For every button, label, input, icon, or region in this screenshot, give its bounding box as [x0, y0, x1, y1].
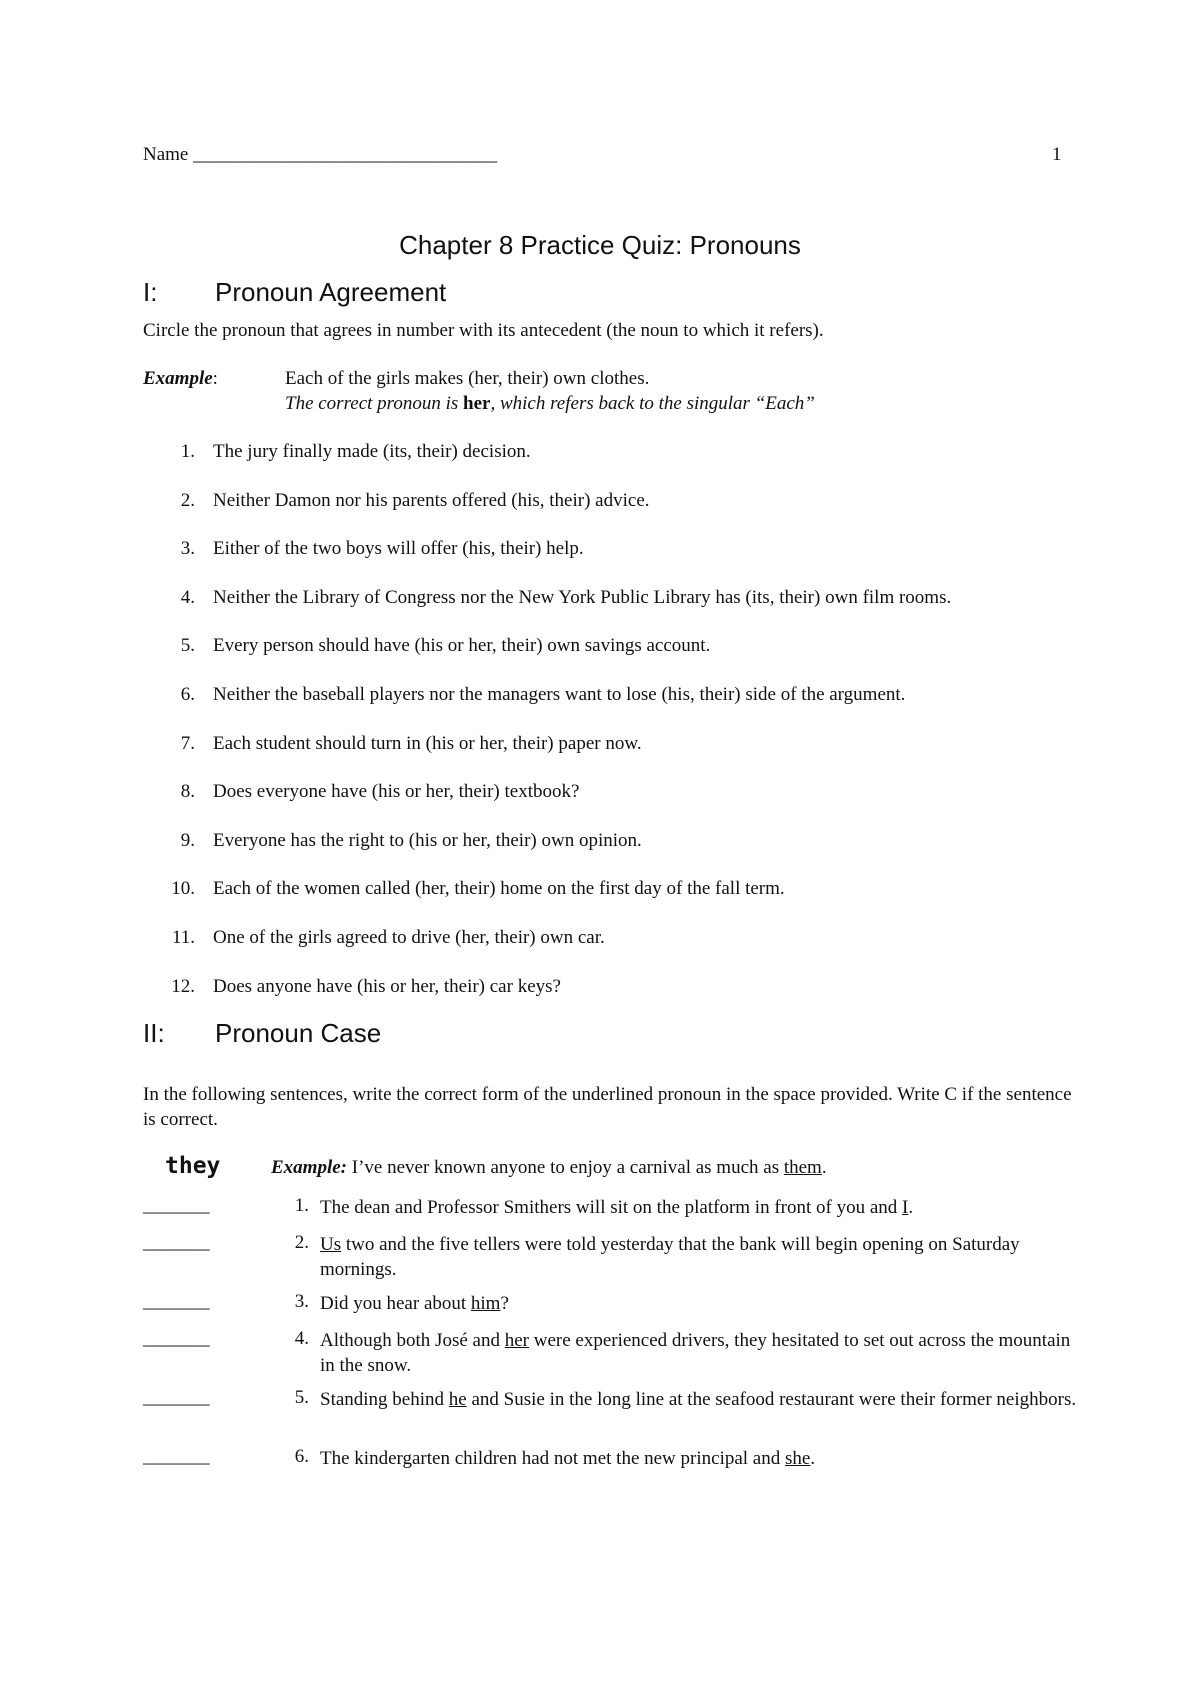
question-text: Did you hear about him? [320, 1293, 509, 1314]
question-item [143, 635, 1103, 684]
section-1-heading [143, 277, 446, 308]
question-item [143, 733, 1103, 782]
question-text: Standing behind he and Susie in the long line at the seafood restaurant were their former neighbors. [320, 1389, 1077, 1410]
question-text: The jury finally made (its, their) decision. [213, 441, 531, 462]
underlined-pronoun: I [902, 1197, 909, 1218]
question-text: Each student should turn in (his or her, their) paper now. [213, 732, 642, 754]
question-number: 9. [180, 829, 195, 851]
question-number: 4. [180, 586, 195, 608]
question-text: Every person should have (his or her, their) own savings account. [213, 635, 711, 657]
name-field-line[interactable]: Name ________________________________ [143, 144, 498, 165]
question-text: Does everyone have (his or her, their) textbook? [213, 781, 580, 803]
example-sentence: Example: I’ve never known anyone to enjoy a carnival as much as them. [271, 1157, 827, 1178]
question-number: 8. [180, 781, 195, 803]
example-label: Example: [143, 368, 218, 389]
section-2-example [143, 1153, 1078, 1187]
page-title: Chapter 8 Practice Quiz: Pronouns [399, 230, 801, 260]
section-1-number: I: [143, 277, 158, 307]
page-number: 1 [1052, 144, 1062, 165]
answer-blank[interactable]: _______ [143, 1328, 210, 1349]
question-number: 11. [171, 926, 195, 948]
question-text: Although both José and her were experienced drivers, they hesitated to set out across the mountain in the snow. [320, 1330, 1071, 1376]
question-number: 1. [294, 1195, 309, 1216]
question-text: Neither the baseball players nor the managers want to lose (his, their) side of the argument. [213, 683, 906, 705]
question-text: Each of the women called (her, their) home on the first day of the fall term. [213, 878, 785, 900]
question-item [143, 587, 1103, 636]
question-item [143, 830, 1103, 879]
question-number: 5. [180, 635, 195, 657]
underlined-pronoun: him [470, 1293, 501, 1314]
question-text: Everyone has the right to (his or her, their) own opinion. [213, 829, 642, 851]
question-item [143, 441, 1103, 490]
question-number: 1. [180, 441, 195, 462]
question-text: The dean and Professor Smithers will sit on the platform in front of you and I. [320, 1197, 914, 1218]
question-item [143, 927, 1103, 976]
question-number: 10. [171, 878, 195, 900]
question-number: 6. [294, 1446, 309, 1467]
question-item [143, 976, 1103, 1025]
question-item [143, 781, 1103, 830]
question-text: Neither Damon nor his parents offered (his, their) advice. [213, 489, 650, 511]
answer-blank[interactable]: _______ [143, 1195, 210, 1216]
question-text: Neither the Library of Congress nor the New York Public Library has (its, their) own film rooms. [213, 586, 952, 608]
question-number: 5. [294, 1387, 309, 1408]
question-number: 2. [180, 489, 195, 511]
section-2-title: Pronoun Case [215, 1018, 382, 1048]
example-sentence: Each of the girls makes (her, their) own clothes. [285, 368, 650, 389]
question-number: 2. [294, 1232, 309, 1253]
section-2-instructions: In the following sentences, write the correct form of the underlined pronoun in the space provided. Write C if the sentence is correct. [143, 1084, 1072, 1130]
question-number: 3. [180, 538, 195, 560]
question-number: 6. [180, 683, 195, 705]
question-number: 3. [294, 1291, 309, 1312]
question-text: Either of the two boys will offer (his, their) help. [213, 538, 584, 560]
question-number: 12. [171, 975, 195, 997]
answer-blank[interactable]: _______ [143, 1232, 210, 1253]
section-1-instructions: Circle the pronoun that agrees in number with its antecedent (the noun to which it refers). [143, 320, 824, 341]
example-explanation: The correct pronoun is her, which refers back to the singular “Each” [285, 393, 815, 414]
underlined-pronoun: her [504, 1330, 529, 1351]
section-2-number: II: [143, 1018, 165, 1048]
section-1-question-list [143, 441, 1103, 1024]
answer-blank[interactable]: _______ [143, 1446, 210, 1467]
underlined-pronoun: she [785, 1448, 811, 1469]
question-text: The kindergarten children had not met the new principal and she. [320, 1448, 816, 1469]
question-text: Us two and the five tellers were told yesterday that the bank will begin opening on Saturday mornings. [320, 1234, 1020, 1280]
question-text: Does anyone have (his or her, their) car keys? [213, 975, 561, 997]
question-item [143, 878, 1103, 927]
underlined-pronoun: he [448, 1389, 467, 1410]
question-number: 7. [180, 732, 195, 754]
question-text: One of the girls agreed to drive (her, their) own car. [213, 926, 605, 948]
example-answer: they [165, 1153, 221, 1179]
question-number: 4. [294, 1328, 309, 1349]
section-2-heading [143, 1018, 381, 1049]
question-item [143, 538, 1103, 587]
answer-blank[interactable]: _______ [143, 1387, 210, 1408]
underlined-pronoun: Us [320, 1234, 342, 1255]
answer-blank[interactable]: _______ [143, 1291, 210, 1312]
question-item [143, 490, 1103, 539]
section-1-title: Pronoun Agreement [215, 277, 447, 307]
question-item [143, 684, 1103, 733]
